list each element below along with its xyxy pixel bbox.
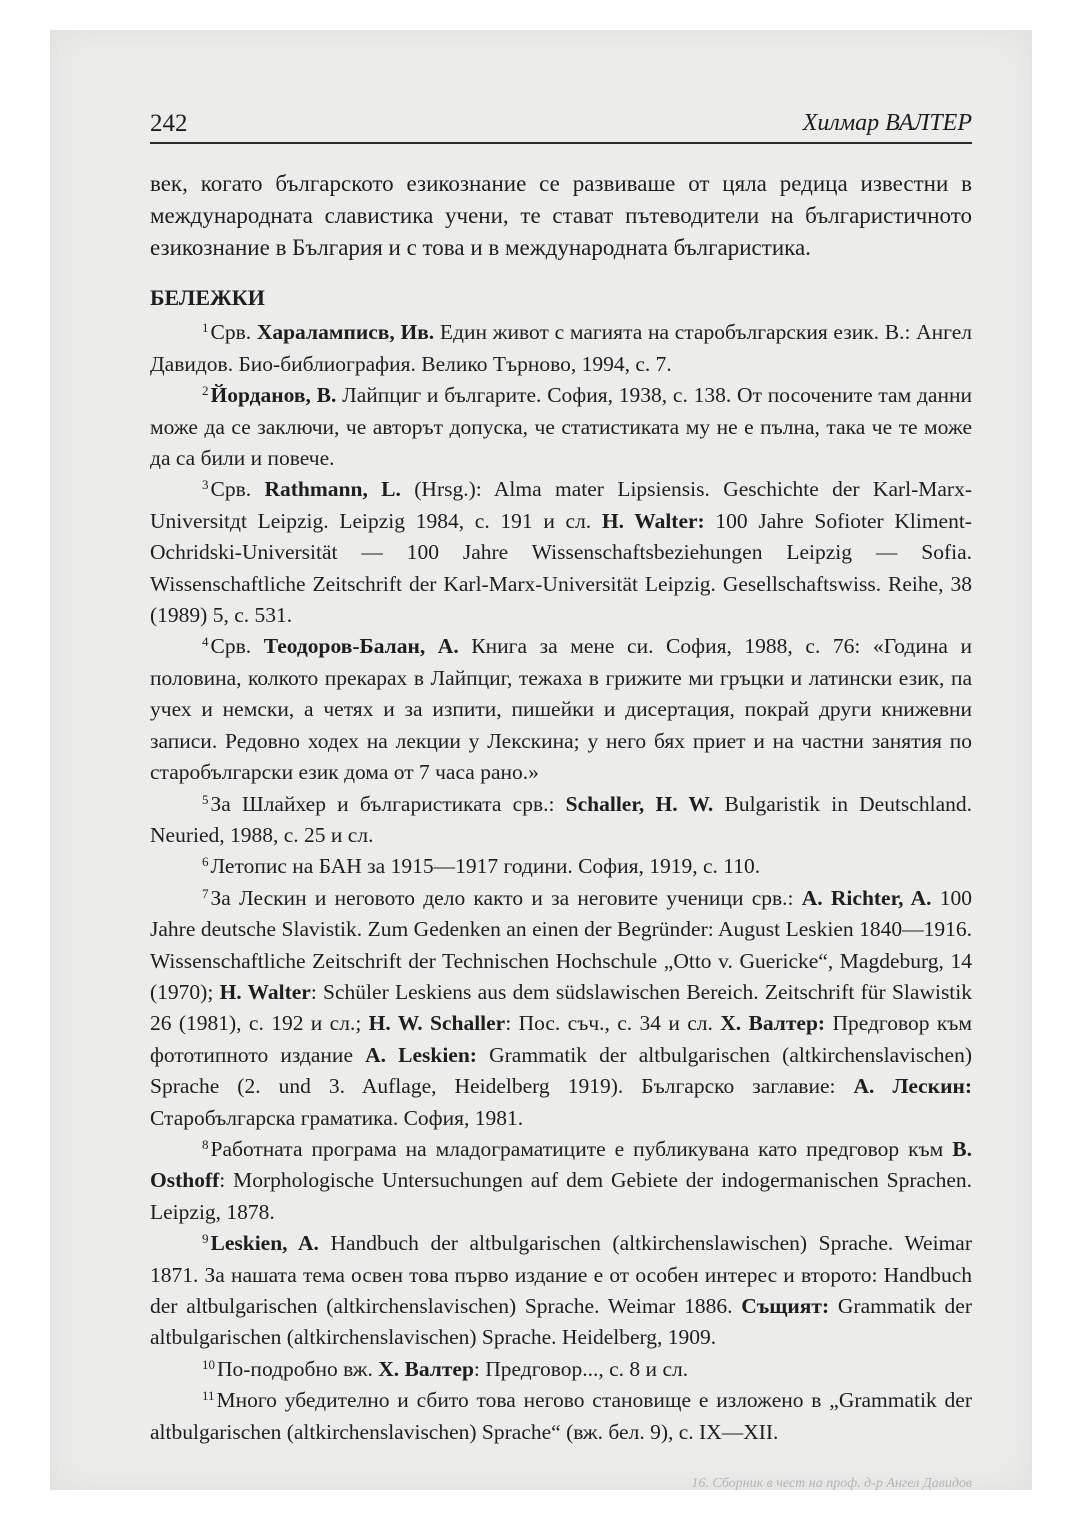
footnote-text: Leskien, A. Handbuch der altbulgarischen (altkirchenslawischen) Sprache. Weimar 1871. За нашата тема освен това първо издание е от особен интерес и второто: Handbuch der altbulgarischen (altkirchenslavischen) Sprache. Weimar 1886. Същият: Grammatik der altbulgarischen (altkirchenslavischen) Sprache. Heidelberg, 1909.	[150, 1231, 973, 1350]
page-content	[150, 168, 972, 1448]
page-number: 242	[150, 110, 188, 137]
footnote-8	[150, 1134, 972, 1228]
body-paragraph: век, когато българското езикознание се развиваше от цяла редица известни в международната славистика учени, те стават пътеводители на българистичното езикознание в България и с това и в международната българистика.	[150, 171, 972, 260]
footnote-5	[150, 789, 972, 852]
footnote-text: За Шлайхер и българистиката срв.: Schaller, H. W. Bulgaristik in Deutschland. Neuried, 1988, с. 25 и сл.	[150, 791, 972, 847]
footnote-number: 4	[202, 634, 209, 650]
footnote-number: 10	[202, 1356, 215, 1372]
footnote-text: Срв. Хараламписв, Ив. Един живот с магията на старобългарския език. В.: Ангел Давидов. Био-библиография. Велико Търново, 1994, с. 7.	[150, 320, 972, 376]
footnote-4	[150, 631, 972, 788]
notes-heading: БЕЛЕЖКИ	[150, 285, 265, 310]
footnote-number: 3	[202, 477, 209, 493]
footnote-text: По-подробно вж. Х. Валтер: Предговор..., с. 8 и сл.	[217, 1356, 689, 1381]
footnote-3	[150, 474, 972, 631]
footnote-number: 2	[202, 383, 209, 399]
footnote-2	[150, 380, 972, 474]
footnote-text: Много убедително и сбито това негово становище е изложено в „Grammatik der altbulgarischen (altkirchenslavischen) Sprache“ (вж. бел. 9), с. IX—XII.	[150, 1388, 972, 1444]
footnote-text: Работната програма на младограматиците е публикувана като предговор към B. Osthoff: Morphologische Untersuchungen auf dem Gebiete der indogermanischen Sprachen. Leipzig, 1878.	[150, 1136, 972, 1224]
footnote-text: За Лескин и неговото дело както и за неговите ученици срв.: A. Richter, A. 100 Jahre deutsche Slavistik. Zum Gedenken an einen der Begründer: August Leskien 1840—1916. Wissenschaftliche Zeitschrift der Technischen Hochschule „Otto v. Guericke“, Magdeburg, 14 (1970); H. Walter: Schüler Leskiens aus dem südslawischen Bereich. Zeitschrift für Slawistik 26 (1981), с. 192 и сл.; H. W. Schaller: Пос. съч., с. 34 и сл. Х. Валтер: Предговор към фототипното издание A. Leskien: Grammatik der altbulgarischen (altkirchenslavischen) Sprache (2. und 3. Auflage, Heidelberg 1919). Българско заглавие: А. Лескин: Старобългарска граматика. София, 1981.	[150, 885, 973, 1130]
notes-list	[150, 317, 972, 1448]
footnote-text: Летопис на БАН за 1915—1917 години. София, 1919, с. 110.	[210, 854, 761, 879]
page-footer-signature: 16. Сборник в чест на проф. д-р Ангел Давидов	[691, 1476, 972, 1491]
page-header	[150, 108, 972, 144]
footnote-10	[150, 1354, 972, 1385]
footnote-number: 8	[202, 1136, 209, 1152]
footnote-1	[150, 317, 972, 380]
footnote-7	[150, 883, 972, 1134]
footnote-6	[150, 851, 972, 882]
footnote-number: 9	[202, 1231, 209, 1247]
running-head-author: Хилмар ВАЛТЕР	[802, 110, 972, 136]
footnote-9	[150, 1228, 972, 1354]
footnote-text: Срв. Rathmann, L. (Hrsg.): Alma mater Lipsiensis. Geschichte der Karl-Marx-Universitдt Leipzig. Leipzig 1984, с. 191 и сл. H. Walter: 100 Jahre Sofioter Kliment-Ochridski-Universität — 100 Jahre Wissenschaftsbeziehungen Leipzig — Sofia. Wissenschaftliche Zeitschrift der Karl-Marx-Universität Leipzig. Gesellschaftswiss. Reihe, 38 (1989) 5, с. 531.	[150, 477, 973, 628]
footnote-number: 5	[202, 791, 209, 807]
footnote-number: 1	[202, 320, 209, 336]
footnote-text: Срв. Теодоров-Балан, А. Книга за мене си. София, 1988, с. 76: «Година и половина, колкото прекарах в Лайпциг, тежаха в грижите ми гръцки и латински език, па учех и немски, а четях и за изпити, пишейки и дисертация, покрай други книжевни записи. Редовно ходех на лекции у Лекскина; у него бях приет и на частни занятия по старобългарски език дома от 7 часа рано.»	[150, 634, 972, 785]
footnote-number: 6	[202, 854, 209, 870]
footnote-text: Йорданов, В. Лайпциг и българите. София, 1938, с. 138. От посочените там данни може да се заключи, че авторът допуска, че статистиката му не е пълна, така че те може да са били и повече.	[150, 383, 972, 471]
footnote-number: 11	[202, 1388, 215, 1404]
footnote-number: 7	[202, 885, 209, 901]
footnote-11	[150, 1385, 972, 1448]
